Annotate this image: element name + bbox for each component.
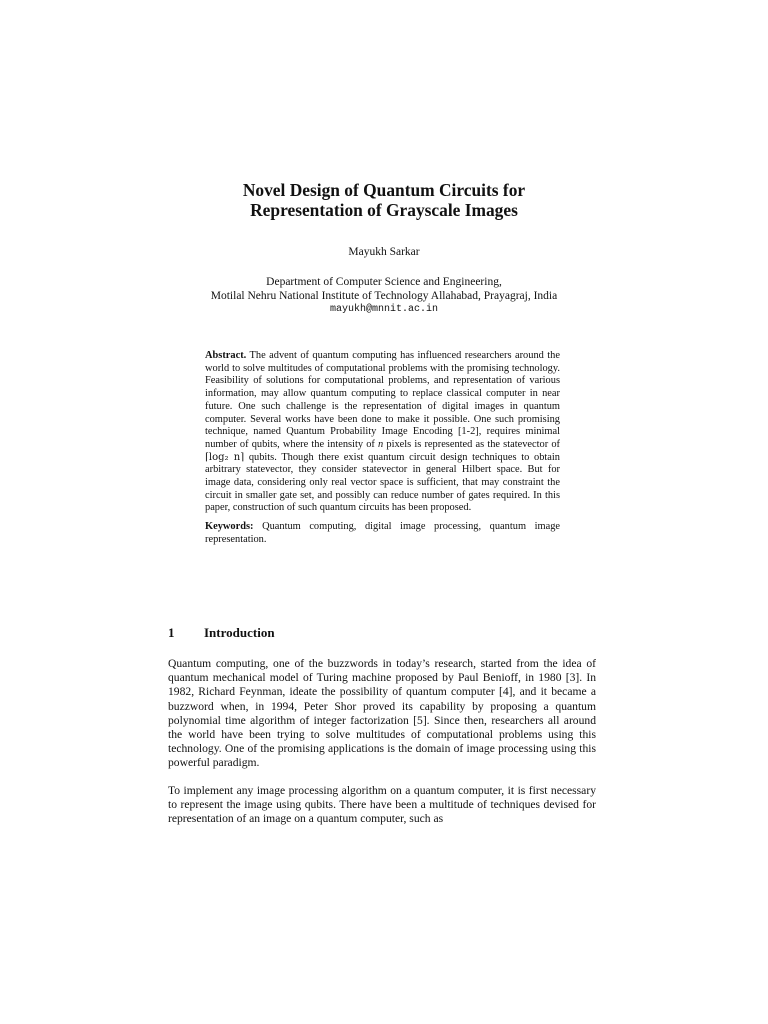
intro-paragraph-1: Quantum computing, one of the buzzwords in today’s research, started from the idea of quantum mechanical model of Turing machine proposed by Paul Benioff, in 1980 [3]. In 1982, Richard Feynman, ideate the possibility of quantum computer [4], and it became a buzzword when, in 1994, Peter Shor proved its capability by proposing a quantum polynomial time algorithm of integer factorization [5]. Since then, researchers all around the world have been trying to solve multitudes of computational problems using this technology. One of the promising applications is the domain of image processing using this powerful paradigm. [168, 657, 596, 770]
section-number: 1 [168, 625, 175, 640]
section-title: Introduction [204, 625, 275, 640]
abstract-text-1: The advent of quantum computing has influenced researchers around the world to solve multitudes of computational problems with the promising technology. Feasibility of solutions for computational problems, and representation of various information, may allow quantum computing to replace classical computer in near future. One such challenge is the representation of digital images in quantum computer. Several works have been done to make it possible. One such promising technique, named Quantum Probability Image Encoding [1-2], requires minimal number of qubits, where the intensity of [205, 350, 560, 450]
keywords-text: Quantum computing, digital image processing, quantum image representation. [205, 521, 560, 545]
section-heading-introduction [168, 625, 598, 641]
abstract-block [205, 350, 560, 547]
abstract-paragraph [205, 350, 560, 515]
title-line-2: Representation of Grayscale Images [250, 200, 518, 220]
title-line-1: Novel Design of Quantum Circuits for [242, 180, 526, 200]
keywords-label: Keywords: [205, 521, 254, 533]
abstract-text-2: pixels is represented as the statevector of [383, 438, 560, 450]
abstract-italic-n: n [378, 438, 384, 450]
abstract-label: Abstract. [205, 350, 247, 361]
keywords-paragraph [205, 521, 560, 546]
intro-paragraph-2: To implement any image processing algorithm on a quantum computer, it is first necessary to represent the image using qubits. There have been a multitude of techniques devised for representation of an image on a quantum computer, such as [168, 784, 596, 826]
author-email: mayukh@mnnit.ac.in [329, 304, 439, 315]
paper-title [150, 180, 618, 220]
affiliation-block [140, 275, 628, 317]
ceil-log-expression: ⌈log₂ n⌉ [205, 451, 245, 463]
author-name: Mayukh Sarkar [348, 246, 420, 258]
affiliation-institute: Motilal Nehru National Institute of Technology Allahabad, Prayagraj, India [210, 290, 558, 302]
abstract-text-3: qubits. Though there exist quantum circuit design techniques to obtain arbitrary statevector, they consider statevector in general Hilbert space. But for image data, considering only real vector space is sufficient, that may constraint the circuit in smaller gate set, and possibly can reduce number of gates required. In this paper, construction of such quantum circuits has been proposed. [205, 451, 560, 514]
affiliation-department: Department of Computer Science and Engineering, [266, 276, 502, 288]
